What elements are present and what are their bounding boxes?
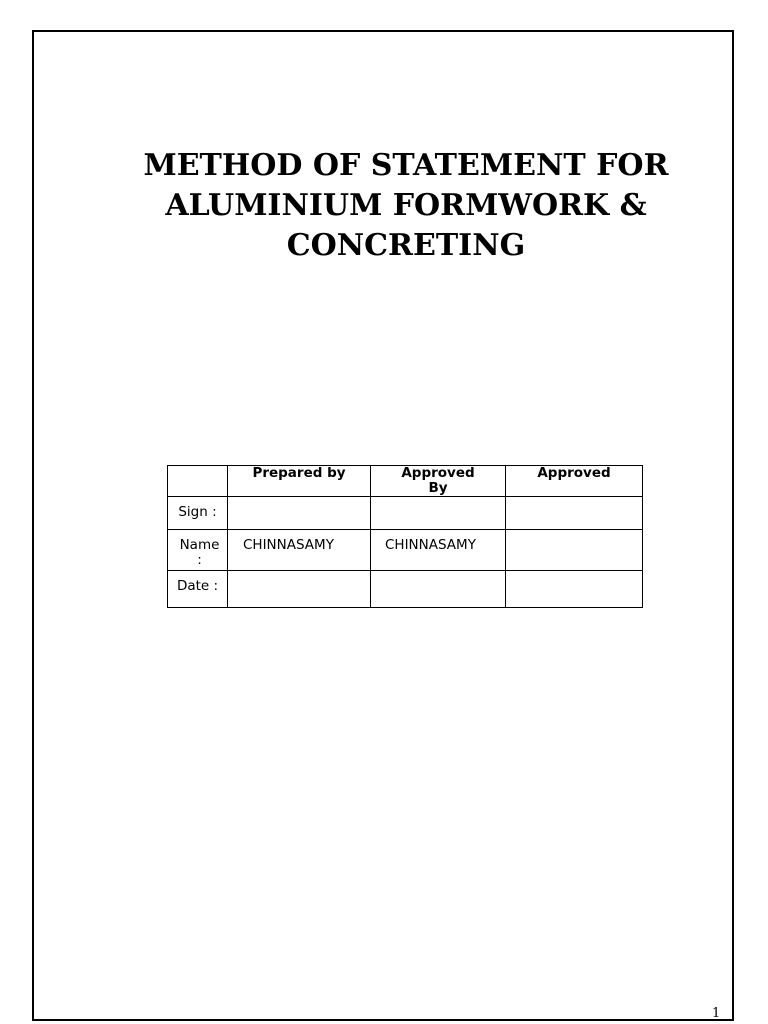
header-cell-blank: [168, 466, 228, 497]
header-prepared-by: Prepared by: [228, 466, 371, 497]
row-label-date: Date :: [168, 571, 228, 608]
title-line-2: ALUMINIUM FORMWORK &: [165, 188, 647, 223]
header-approved-by: Approved By: [371, 466, 506, 497]
header-approved: Approved: [506, 466, 643, 497]
table-row-name: [168, 530, 643, 571]
sign-approved-cell: [506, 497, 643, 530]
date-approved-cell: [506, 571, 643, 608]
title-line-1: METHOD OF STATEMENT FOR: [143, 148, 669, 183]
date-prepared-cell: [228, 571, 371, 608]
sign-approved-by-cell: [371, 497, 506, 530]
sign-prepared-cell: [228, 497, 371, 530]
document-title: [100, 146, 712, 266]
table-row-sign: [168, 497, 643, 530]
name-approved-by-cell: CHINNASAMY: [371, 530, 506, 571]
title-line-3: CONCRETING: [286, 228, 526, 263]
name-prepared-cell: CHINNASAMY: [228, 530, 371, 571]
table-row-date: [168, 571, 643, 608]
row-label-sign: Sign :: [168, 497, 228, 530]
date-approved-by-cell: [371, 571, 506, 608]
name-approved-cell: [506, 530, 643, 571]
signoff-table: [167, 465, 643, 608]
row-label-name: Name :: [168, 530, 228, 571]
table-header-row: [168, 466, 643, 497]
page-number: 1: [712, 1006, 721, 1021]
